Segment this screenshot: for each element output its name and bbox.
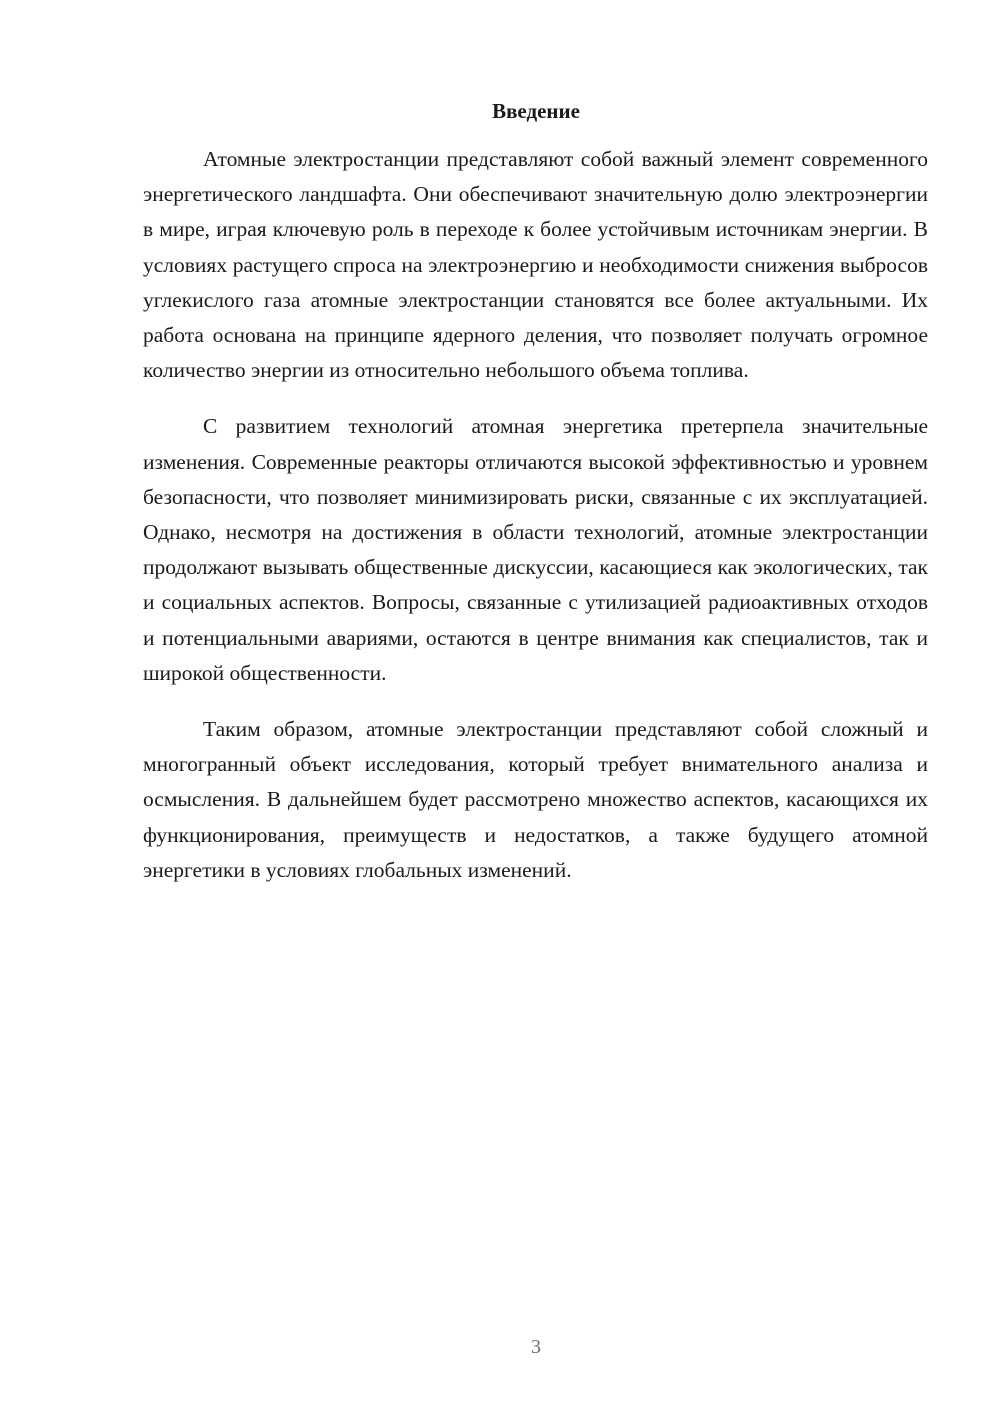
paragraph-3: Таким образом, атомные электростанции представляют собой сложный и многогранный объект исследования, который требует внимательного анализа и осмысления. В дальнейшем будет рассмотрено множество аспектов, касающихся их функционирования, преимуществ и недостатков, а также будущего атомной энергетики в условиях глобальных изменений. [143,717,928,882]
body-text [143,142,928,909]
paragraph-2: С развитием технологий атомная энергетика претерпела значительные изменения. Современные реакторы отличаются высокой эффективностью и уровнем безопасности, что позволяет минимизировать риски, связанные с их эксплуатацией. Однако, несмотря на достижения в области технологий, атомные электростанции продолжают вызывать общественные дискуссии, касающиеся как экологических, так и социальных аспектов. Вопросы, связанные с утилизацией радиоактивных отходов и потенциальными авариями, остаются в центре внимания как специалистов, так и широкой общественности. [143,414,928,685]
section-heading: Введение [492,99,580,123]
page-number: 3 [531,1336,541,1358]
paragraph-1: Атомные электростанции представляют собой важный элемент современного энергетического ландшафта. Они обеспечивают значительную долю электроэнергии в мире, играя ключевую роль в переходе к более устойчивым источникам энергии. В условиях растущего спроса на электроэнергию и необходимости снижения выбросов углекислого газа атомные электростанции становятся все более актуальными. Их работа основана на принципе ядерного деления, что позволяет получать огромное количество энергии из относительно небольшого объема топлива. [143,147,928,383]
